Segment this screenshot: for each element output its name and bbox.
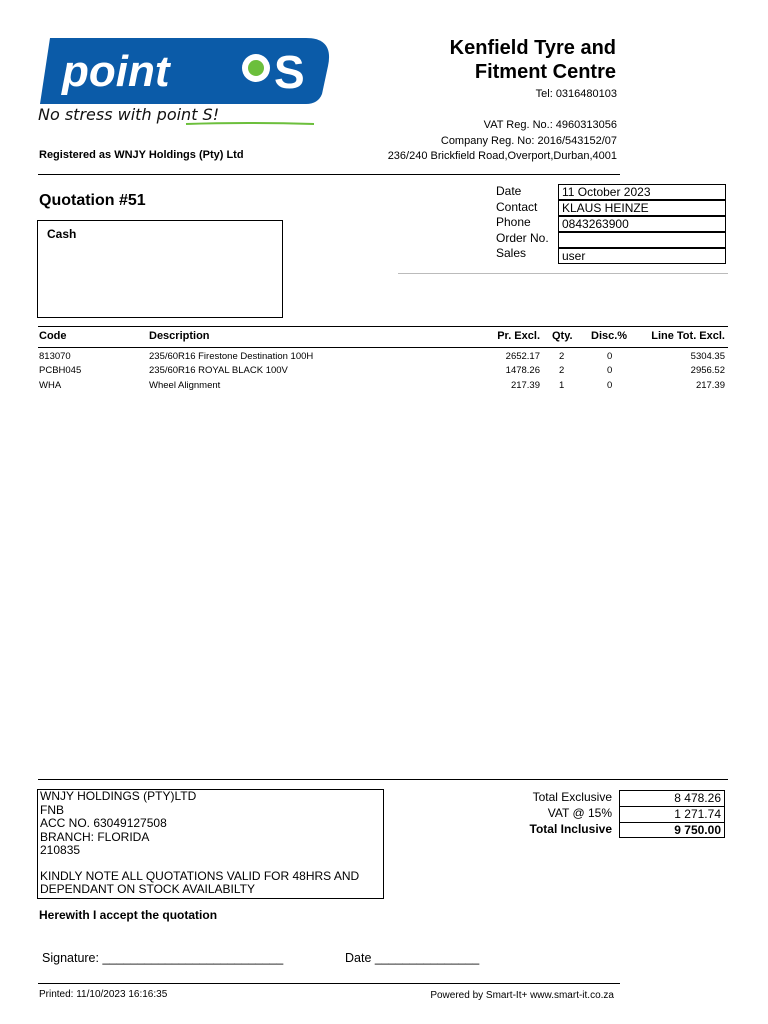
total-inclusive-value: 9 750.00 [619, 822, 725, 838]
row-total: 5304.35 [690, 351, 725, 362]
meta-value-date: 11 October 2023 [558, 184, 726, 200]
acceptance-text: Herewith I accept the quotation [39, 908, 218, 922]
validity-note-line: KINDLY NOTE ALL QUOTATIONS VALID FOR 48HRS AND [40, 868, 360, 883]
meta-value-order [558, 232, 726, 248]
bank-line: BRANCH: FLORIDA [40, 829, 150, 844]
bank-line: 210835 [40, 843, 81, 857]
company-address: 236/240 Brickfield Road,Overport,Durban,4001 [387, 150, 617, 162]
row-price: 1478.26 [505, 365, 540, 376]
total-exclusive-label: Total Exclusive [532, 790, 612, 804]
point-s-logo [36, 32, 336, 128]
header-divider [38, 174, 620, 175]
row-description: 235/60R16 ROYAL BLACK 100V [149, 365, 288, 376]
meta-label-contact: Contact [496, 200, 538, 214]
row-qty: 1 [559, 380, 565, 391]
meta-value-phone: 0843263900 [558, 216, 726, 232]
row-description: 235/60R16 Firestone Destination 100H [149, 351, 314, 362]
table-row [0, 351, 768, 366]
bank-line: FNB [40, 802, 64, 817]
company-reg: Company Reg. No: 2016/543152/07 [440, 135, 617, 147]
row-total: 217.39 [695, 380, 725, 391]
registered-as: Registered as WNJY Holdings (Pty) Ltd [39, 149, 244, 161]
meta-label-phone: Phone [496, 215, 531, 229]
svg-text:S: S [274, 46, 305, 98]
printed-timestamp: Printed: 11/10/2023 16:16:35 [39, 989, 168, 1000]
row-price: 2652.17 [505, 351, 540, 362]
row-price: 217.39 [510, 380, 540, 391]
meta-value-sales: user [558, 248, 726, 264]
col-header-disc: Disc.% [591, 330, 628, 342]
vat-value: 1 271.74 [619, 806, 725, 822]
col-header-total: Line Tot. Excl. [651, 330, 725, 342]
col-header-qty: Qty. [552, 330, 573, 342]
meta-label-date: Date [496, 184, 522, 198]
row-disc: 0 [607, 351, 613, 362]
powered-by: Powered by Smart-It+ www.smart-it.co.za [430, 990, 614, 1001]
table-row [0, 380, 768, 395]
row-code: PCBH045 [39, 365, 82, 376]
total-inclusive-label: Total Inclusive [529, 822, 612, 836]
table-header-rule [38, 347, 728, 348]
table-top-rule [38, 326, 728, 327]
meta-value-contact: KLAUS HEINZE [558, 200, 726, 216]
svg-text:point: point [62, 47, 170, 96]
bank-details-box [37, 789, 384, 899]
client-box [37, 220, 283, 318]
row-description: Wheel Alignment [149, 380, 221, 391]
footer-bottom-rule [38, 983, 620, 984]
total-exclusive-value: 8 478.26 [619, 790, 725, 806]
signature-line: Signature: __________________________ [42, 951, 284, 965]
bank-spacer [40, 858, 383, 870]
col-header-price: Pr. Excl. [497, 330, 540, 342]
row-code: WHA [39, 380, 62, 391]
quotation-title: Quotation #51 [39, 192, 146, 209]
bank-line: WNJY HOLDINGS (PTY)LTD [40, 789, 197, 803]
col-header-code: Code [39, 330, 67, 342]
meta-label-order: Order No. [496, 231, 549, 245]
row-total: 2956.52 [690, 365, 725, 376]
row-disc: 0 [607, 365, 613, 376]
table-row [0, 365, 768, 380]
bank-line: ACC NO. 63049127508 [40, 816, 167, 830]
validity-note-line: DEPENDANT ON STOCK AVAILABILTY [40, 882, 255, 896]
company-tel: Tel: 0316480103 [535, 88, 617, 100]
footer-top-rule [38, 779, 728, 780]
company-name: Kenfield Tyre and Fitment Centre [449, 37, 616, 83]
row-disc: 0 [607, 380, 613, 391]
svg-text:No stress with point S!: No stress with point S! [38, 105, 220, 124]
row-qty: 2 [559, 365, 565, 376]
meta-divider [398, 273, 728, 274]
row-qty: 2 [559, 351, 565, 362]
row-code: 813070 [39, 351, 71, 362]
col-header-description: Description [149, 330, 210, 342]
client-name: Cash [47, 227, 77, 241]
company-vat: VAT Reg. No.: 4960313056 [483, 119, 617, 131]
date-line: Date _______________ [345, 951, 480, 965]
vat-label: VAT @ 15% [547, 806, 612, 820]
meta-label-sales: Sales [496, 246, 527, 260]
